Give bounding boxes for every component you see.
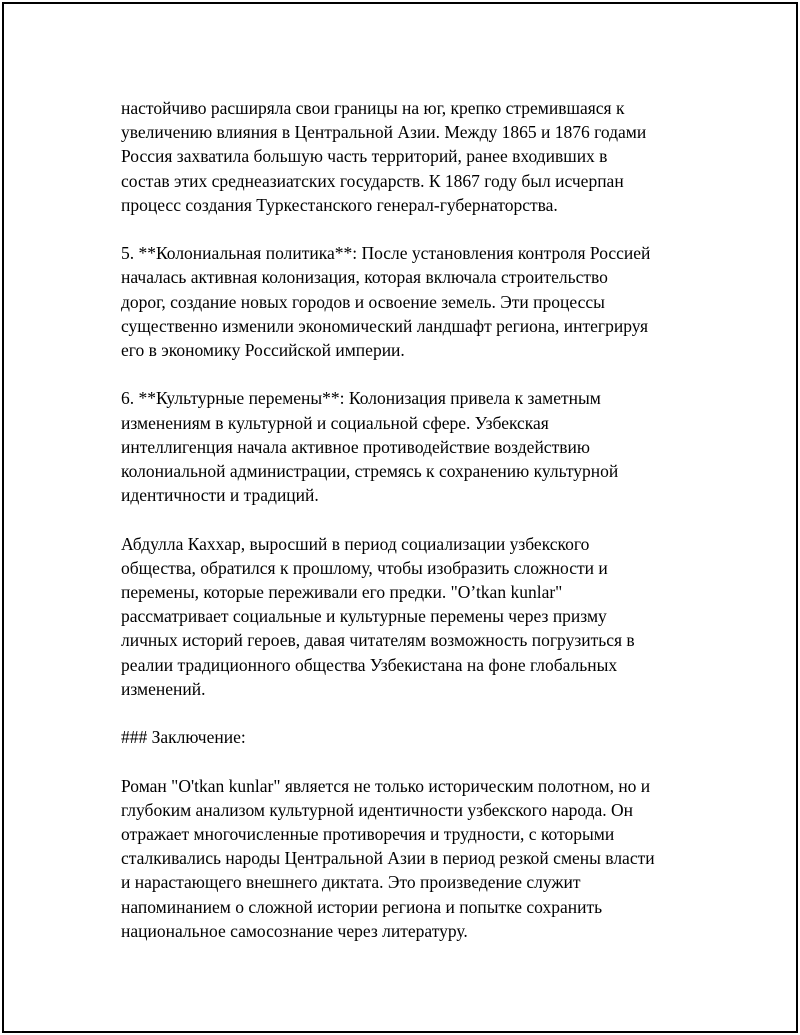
paragraph-russian-expansion: настойчиво расширяла свои границы на юг, крепко стремившаяся к увеличению влияния в Центральной Азии. Между 1865 и 1876 годами Россия захватила большую часть территорий, ранее входивших в состав этих среднеазиатских государств. К 1867 году был исчерпан процесс создания Туркестанского генерал-губернаторства. xyxy=(121,98,647,215)
paragraph-colonial-policy: 5. **Колониальная политика**: После установления контроля Россией началась активная колонизация, которая включала строительство дорог, создание новых городов и освоение земель. Эти процессы существенно изменили экономический ландшафт региона, интегрируя его в экономику Российской империи. xyxy=(121,243,651,361)
paragraph-cultural-changes: 6. **Культурные перемены**: Колонизация привела к заметным изменениям в культурной и социальной сфере. Узбекская интеллигенция начала активное противодействие воздействию колониальной администрации, стремясь к сохранению культурной идентичности и традиций. xyxy=(121,388,619,506)
page-content xyxy=(121,96,691,943)
page-frame xyxy=(2,2,798,1033)
paragraph-abdulla-kahhar: Абдулла Каххар, выросший в период социализации узбекского общества, обратился к прошлому, чтобы изобразить сложности и перемены, которые переживали его предки. "O’tkan kunlar" рассматривает социальные и культурные перемены через призму личных историй героев, давая читателям возможность погрузиться в реалии традиционного общества Узбекистана на фоне глобальных изменений. xyxy=(121,533,635,699)
paragraph-conclusion: Роман "O'tkan kunlar" является не только историческим полотном, но и глубоким анализом культурной идентичности узбекского народа. Он отражает многочисленные противоречия и трудности, с которыми сталкивались народы Центральной Азии в период резкой смены власти и нарастающего внешнего диктата. Это произведение служит напоминанием о сложной истории региона и попытке сохранить национальное самосознание через литературу. xyxy=(121,775,655,941)
section-heading-conclusion: ### Заключение: xyxy=(121,727,246,748)
